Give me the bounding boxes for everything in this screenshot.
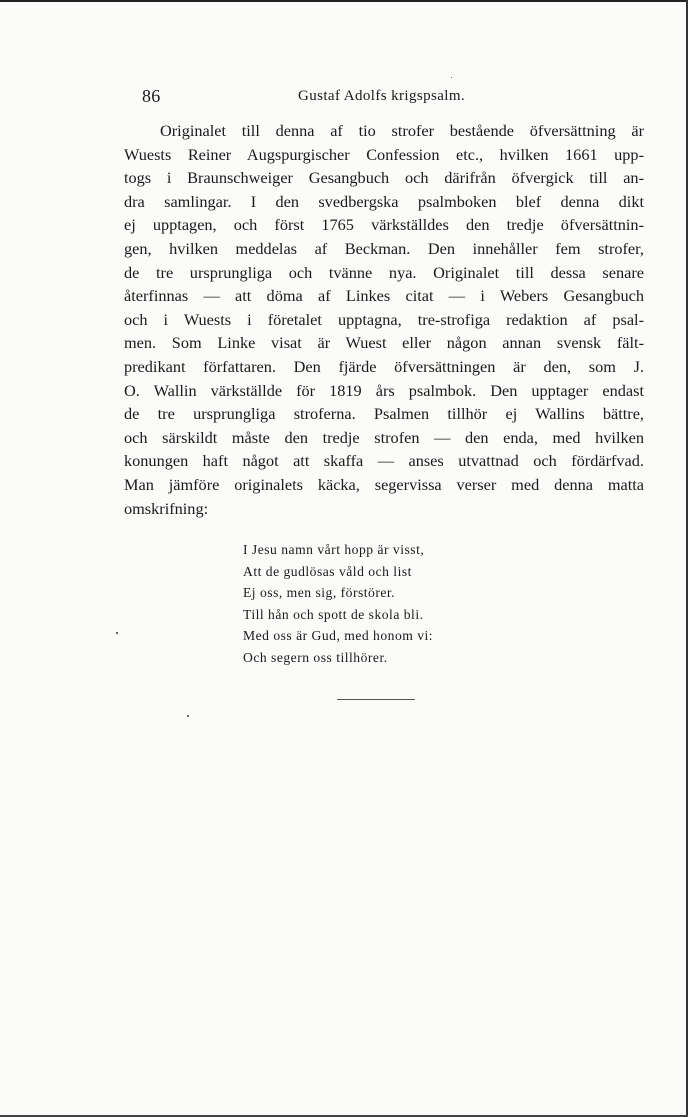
text-line: de tre ursprungliga stroferna. Psalmen tillhör ej Wallins bättre, bbox=[124, 404, 644, 424]
text-line: togs i Braunschweiger Gesangbuch och därifrån öfvergick till an- bbox=[124, 168, 644, 188]
scan-edge-top bbox=[0, 0, 688, 2]
text-line: och särskildt måste den tredje strofen — den enda, med hvilken bbox=[124, 427, 644, 447]
scan-speck bbox=[451, 77, 452, 78]
verse-line: Med oss är Gud, med honom vi: bbox=[243, 628, 434, 643]
verse-line: Att de gudlösas våld och list bbox=[243, 563, 412, 579]
text-line: Man jämföre originalets käcka, segervissa verser med denna matta bbox=[124, 474, 644, 494]
body-paragraph bbox=[124, 119, 644, 520]
text-line: omskrifning: bbox=[124, 498, 209, 518]
text-line: men. Som Linke visat är Wuest eller någon annan svensk fält- bbox=[124, 333, 644, 353]
text-line: ej upptagen, och först 1765 värkställdes den tredje öfversättnin- bbox=[124, 215, 644, 235]
scan-speck bbox=[187, 715, 189, 717]
section-end-rule bbox=[337, 699, 415, 700]
text-line: återfinnas — att döma af Linkes citat — i Webers Gesangbuch bbox=[124, 286, 644, 306]
text-line: O. Wallin värkställde för 1819 års psalmbok. Den upptager endast bbox=[124, 380, 644, 400]
verse-stanza bbox=[243, 539, 433, 668]
text-line: konungen haft något att skaffa — anses utvattnad och fördärfvad. bbox=[124, 451, 644, 471]
running-title: Gustaf Adolfs krigspsalm. bbox=[298, 88, 466, 104]
text-line: gen, hvilken meddelas af Beckman. Den innehåller fem strofer, bbox=[124, 238, 644, 258]
page-number: 86 bbox=[142, 86, 161, 106]
text-line: Originalet till denna af tio strofer bestående öfversättning är bbox=[160, 121, 644, 140]
text-line: de tre ursprungliga och tvänne nya. Originalet till dessa senare bbox=[124, 262, 644, 282]
text-line: och i Wuests i företalet upptagna, tre-strofiga redaktion af psal- bbox=[124, 309, 644, 329]
text-line: predikant författaren. Den fjärde öfversättningen är den, som J. bbox=[124, 356, 644, 376]
text-line: Wuests Reiner Augspurgischer Confession etc., hvilken 1661 upp- bbox=[124, 144, 644, 164]
verse-line: Till hån och spott de skola bli. bbox=[243, 606, 424, 622]
verse-line: Ej oss, men sig, förstörer. bbox=[243, 585, 396, 600]
verse-line: I Jesu namn vårt hopp är visst, bbox=[243, 542, 425, 557]
scan-speck bbox=[116, 632, 118, 634]
text-line: dra samlingar. I den svedbergska psalmboken blef denna dikt bbox=[124, 191, 644, 211]
verse-line: Och segern oss tillhörer. bbox=[243, 649, 388, 665]
